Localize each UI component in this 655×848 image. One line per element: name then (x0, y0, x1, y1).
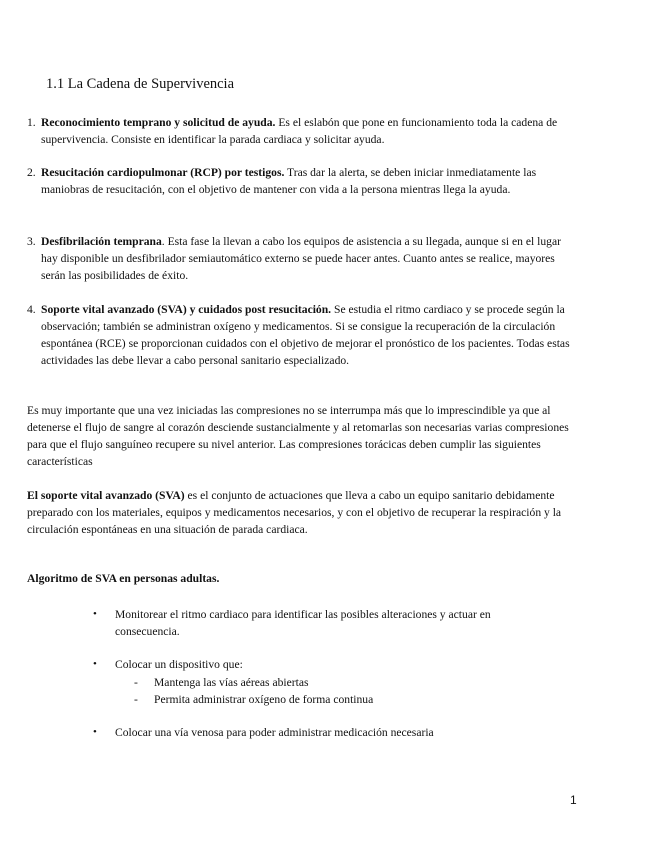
sub-bullet-text: Permita administrar oxígeno de forma continua (154, 693, 374, 706)
list-item-text: . Esta fase la llevan a cabo los equipos de asistencia a su llegada, aunque si en el lugar hay disponible un desfibrilador semiautomático externo se puede hacer antes. Cuanto antes se realice, mayores serán las posibilidades de éxito. (41, 235, 561, 282)
list-item (27, 114, 579, 148)
list-item-bold: Resucitación cardiopulmonar (RCP) por testigos. (41, 166, 285, 179)
sub-bullet-item (134, 691, 534, 708)
list-item-text: Tras dar la alerta, se deben iniciar inmediatamente las maniobras de resucitación, con el objetivo de mantener con vida a la persona mientras llega la ayuda. (41, 166, 537, 196)
sub-bullet-text: Mantenga las vías aéreas abiertas (154, 676, 309, 689)
bullet-text: Monitorear el ritmo cardiaco para identificar las posibles alteraciones y actuar en consecuencia. (115, 608, 491, 638)
paragraph-compressions: Es muy importante que una vez iniciadas las compresiones no se interrumpa más que lo imprescindible ya que al detenerse el flujo de sangre al corazón desciende sustancialmente y al retomarlas son necesarias varias compresiones para que el flujo sanguíneo recupere su nivel anterior. Las compresiones torácicas deben cumplir las siguientes características (27, 404, 569, 468)
bullet-item (93, 724, 533, 741)
list-item (27, 233, 579, 284)
bullet-text: Colocar una vía venosa para poder administrar medicación necesaria (115, 726, 434, 739)
bullet-icon: • (93, 726, 97, 738)
paragraph-sva-text: es el conjunto de actuaciones que lleva a cabo un equipo sanitario debidamente preparado con los materiales, equipos y medicamentos necesarios, y con el objetivo de recuperar la respiración y la circulación espontáneas en una situación de parada cardiaca. (27, 489, 562, 536)
list-item-number: 4. (27, 303, 36, 316)
list-item-number: 1. (27, 116, 36, 129)
bullet-icon: • (93, 658, 97, 670)
list-item-bold: Soporte vital avanzado (SVA) y cuidados post resucitación. (41, 303, 332, 316)
paragraph-sva (27, 487, 579, 538)
list-item-bold: Reconocimiento temprano y solicitud de ayuda. (41, 116, 276, 129)
list-item-text: Se estudia el ritmo cardiaco y se procede según la observación; también se administran oxígeno y medicamentos. Si se consigue la recuperación de la circulación espontánea (RCE) se proporcionan cuidados con el objetivo de mejorar el pronóstico de los pacientes. Todas estas actividades las debe llevar a cabo personal sanitario especializado. (41, 303, 570, 367)
bullet-item (93, 606, 533, 640)
bullet-icon: • (93, 608, 97, 620)
page-number: 1 (570, 793, 577, 807)
list-item (27, 301, 579, 369)
list-item-bold: Desfibrilación temprana (41, 235, 162, 248)
bullet-item (93, 656, 533, 673)
sub-bullet-item (134, 674, 534, 691)
list-item-text: Es el eslabón que pone en funcionamiento toda la cadena de supervivencia. Consiste en identificar la parada cardiaca y solicitar ayuda. (41, 116, 558, 146)
list-item-number: 3. (27, 235, 36, 248)
paragraph-sva-bold: El soporte vital avanzado (SVA) (27, 489, 185, 502)
list-item-number: 2. (27, 166, 36, 179)
dash-icon: - (134, 693, 138, 706)
list-item (27, 164, 579, 198)
dash-icon: - (134, 676, 138, 689)
algorithm-heading: Algoritmo de SVA en personas adultas. (27, 572, 220, 585)
section-title: 1.1 La Cadena de Supervivencia (46, 76, 235, 92)
bullet-text: Colocar un dispositivo que: (115, 658, 243, 671)
